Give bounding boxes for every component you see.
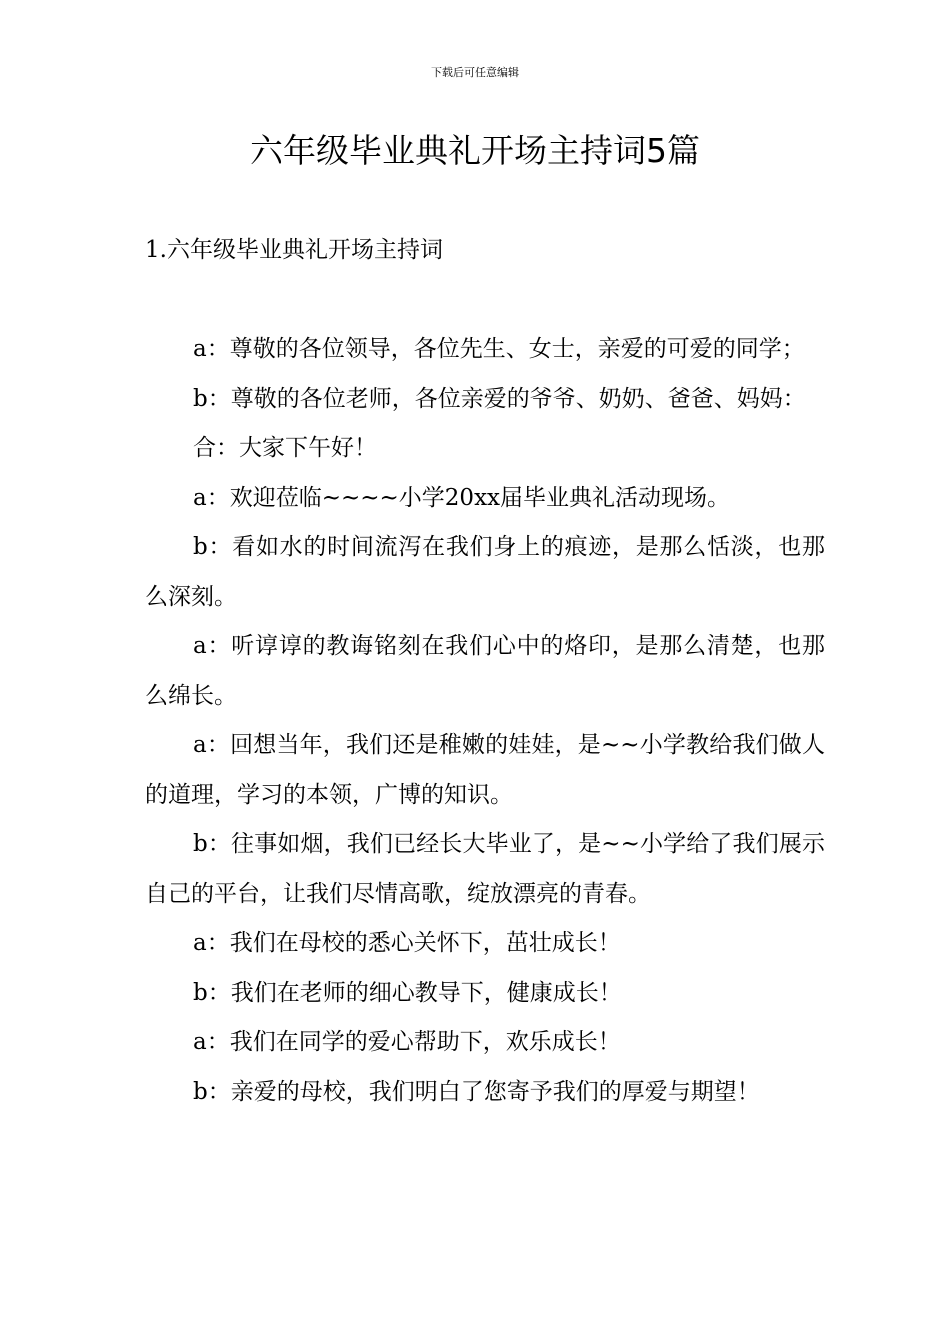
paragraph: a：欢迎莅临~~~~小学20xx届毕业典礼活动现场。: [193, 484, 731, 511]
header-note: 下载后可任意编辑: [431, 66, 519, 79]
paragraph: b：亲爱的母校，我们明白了您寄予我们的厚爱与期望！: [193, 1078, 760, 1105]
paragraph: b：往事如烟，我们已经长大毕业了，是~~小学给了我们展示自己的平台，让我们尽情高歌，绽放漂亮的青春。: [145, 831, 825, 907]
paragraph: a：听谆谆的教诲铭刻在我们心中的烙印，是那么清楚，也那么绵长。: [145, 633, 825, 709]
paragraph: b：尊敬的各位老师，各位亲爱的爷爷、奶奶、爸爸、妈妈：: [193, 385, 806, 412]
document-title: 六年级毕业典礼开场主持词5篇: [250, 131, 700, 170]
paragraph: a：尊敬的各位领导，各位先生、女士，亲爱的可爱的同学；: [193, 336, 805, 362]
paragraph: 合：大家下午好！: [193, 435, 377, 461]
paragraph: a：我们在母校的悉心关怀下，茁壮成长！: [193, 930, 621, 956]
document-body: [145, 325, 825, 1117]
paragraph: a：回想当年，我们还是稚嫩的娃娃，是~~小学教给我们做人的道理，学习的本领，广博的知识。: [145, 732, 825, 808]
paragraph: a：我们在同学的爱心帮助下，欢乐成长！: [193, 1029, 621, 1055]
paragraph: b：我们在老师的细心教导下，健康成长！: [193, 979, 622, 1006]
paragraph: b：看如水的时间流泻在我们身上的痕迹，是那么恬淡，也那么深刻。: [145, 534, 825, 610]
section-heading: 1.六年级毕业典礼开场主持词: [145, 237, 443, 263]
